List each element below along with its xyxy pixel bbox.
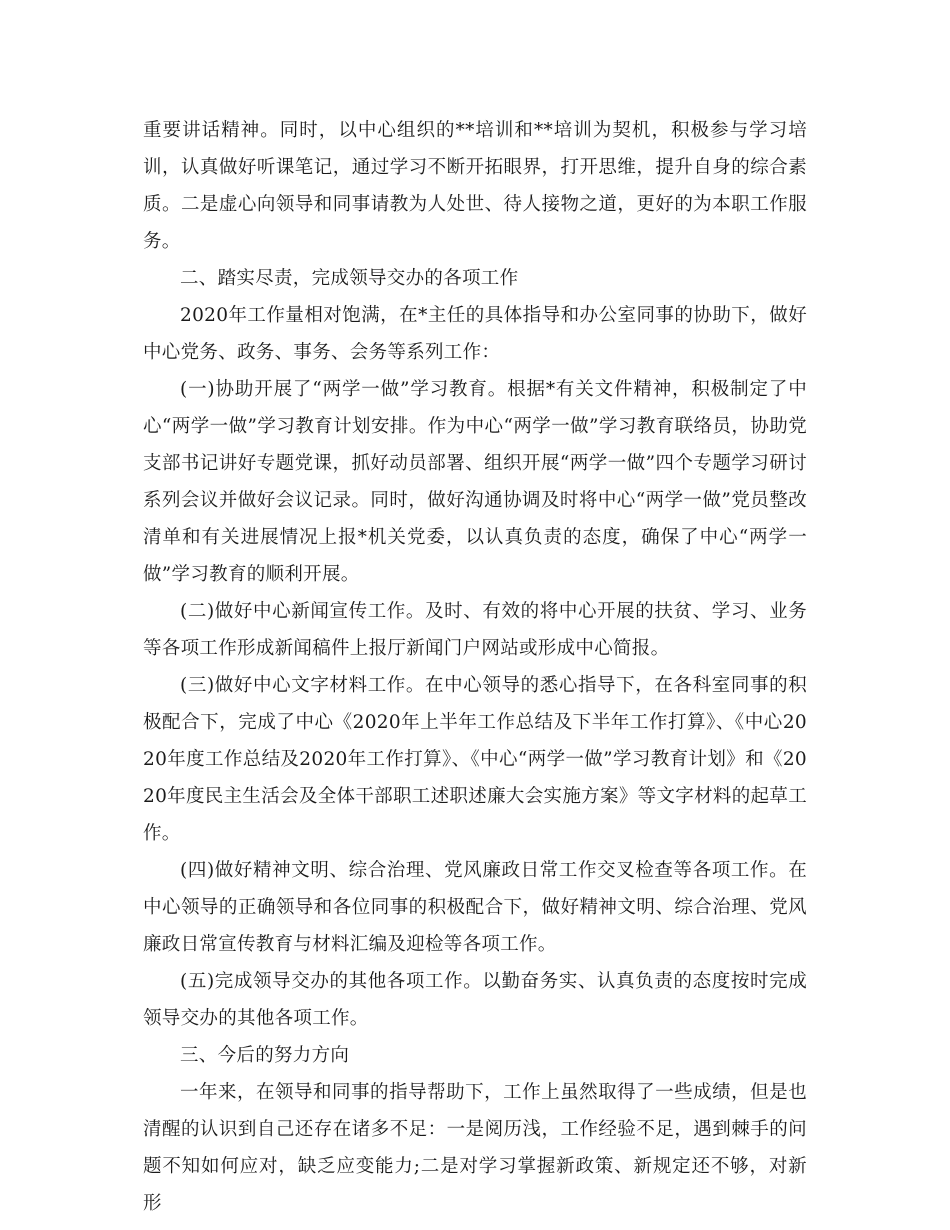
paragraph: (五)完成领导交办的其他各项工作。以勤奋务实、认真负责的态度按时完成领导交办的其他各项工作。 xyxy=(143,971,807,1029)
paragraph: 一年来，在领导和同事的指导帮助下，工作上虽然取得了一些成绩，但是也清醒的认识到自己还存在诸多不足：一是阅历浅，工作经验不足，遇到棘手的问题不知如何应对，缺乏应变能力;二是对学习掌握新政策、新规定还不够，对新形 xyxy=(143,1082,807,1214)
paragraph: 重要讲话精神。同时，以中心组织的**培训和**培训为契机，积极参与学习培训，认真做好听课笔记，通过学习不断开拓眼界，打开思维，提升自身的综合素质。二是虚心向领导和同事请教为人处世、待人接物之道，更好的为本职工作服务。 xyxy=(143,120,807,252)
paragraph: (一)协助开展了“两学一做”学习教育。根据*有关文件精神，积极制定了中心“两学一做”学习教育计划安排。作为中心“两学一做”学习教育联络员，协助党支部书记讲好专题党课，抓好动员部署、组织开展“两学一做”四个专题学习研讨系列会议并做好会议记录。同时，做好沟通协调及时将中心“两学一做”党员整改清单和有关进展情况上报*机关党委，以认真负责的态度，确保了中心“两学一做”学习教育的顺利开展。 xyxy=(143,379,807,585)
paragraph: 2020年工作量相对饱满，在*主任的具体指导和办公室同事的协助下，做好中心党务、政务、事务、会务等系列工作： xyxy=(143,305,807,363)
section-heading: 二、踏实尽责，完成领导交办的各项工作 xyxy=(180,268,519,289)
section-heading: 三、今后的努力方向 xyxy=(180,1045,350,1066)
document-body xyxy=(143,112,807,1222)
paragraph: (三)做好中心文字材料工作。在中心领导的悉心指导下，在各科室同事的积极配合下，完成了中心《2020年上半年工作总结及下半年工作打算》、《中心2020年度工作总结及2020年工作打算》、《中心“两学一做”学习教育计划》和《2020年度民主生活会及全体干部职工述职述廉大会实施方案》等文字材料的起草工作。 xyxy=(143,675,807,844)
paragraph: (四)做好精神文明、综合治理、党风廉政日常工作交叉检查等各项工作。在中心领导的正确领导和各位同事的积极配合下，做好精神文明、综合治理、党风廉政日常宣传教育与材料汇编及迎检等各项工作。 xyxy=(143,860,807,955)
paragraph: (二)做好中心新闻宣传工作。及时、有效的将中心开展的扶贫、学习、业务等各项工作形成新闻稿件上报厅新闻门户网站或形成中心简报。 xyxy=(143,601,807,659)
